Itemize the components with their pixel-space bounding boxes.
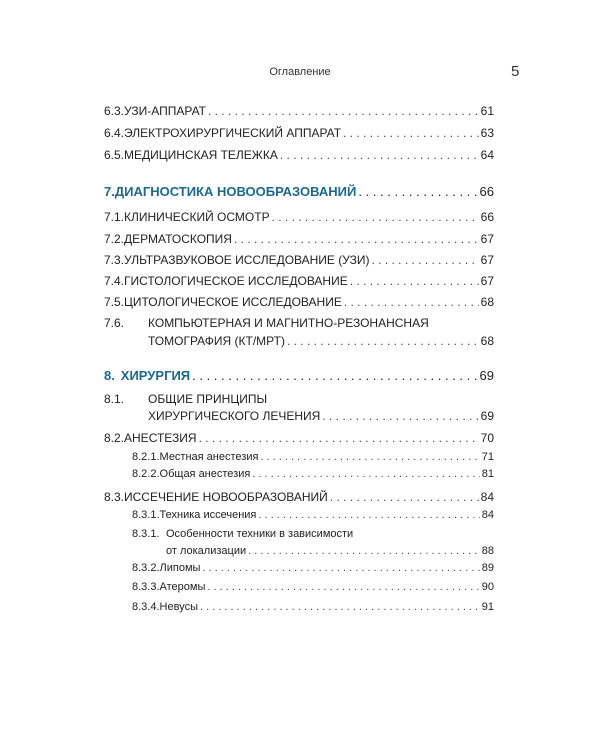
dot-leader	[358, 184, 477, 199]
entry-title: ЦИТОЛОГИЧЕСКОЕ ИССЛЕДОВАНИЕ	[124, 295, 342, 309]
toc-entry-8-2-1[interactable]	[132, 451, 494, 463]
entry-title: Техника иссечения	[159, 509, 257, 521]
entry-number: 6.3.	[104, 104, 125, 118]
entry-number: 7.1.	[104, 210, 125, 224]
chapter-title: ДИАГНОСТИКА НОВООБРАЗОВАНИЙ	[114, 184, 357, 199]
entry-title: АНЕСТЕЗИЯ	[124, 431, 197, 445]
toc-entry-8-3-1[interactable]	[132, 509, 494, 521]
dot-leader	[258, 509, 479, 521]
entry-number: 7.6.	[104, 316, 125, 330]
dot-leader	[207, 581, 479, 593]
toc-entry-7-6-line2[interactable]	[148, 334, 494, 348]
dot-leader	[372, 253, 479, 267]
dot-leader	[200, 601, 480, 613]
toc-entry-7-6-line1[interactable]	[104, 316, 429, 330]
entry-page: 69	[479, 368, 494, 383]
entry-title: ОБЩИЕ ПРИНЦИПЫ	[148, 392, 268, 406]
entry-title-continued: ХИРУРГИЧЕСКОГО ЛЕЧЕНИЯ	[148, 409, 321, 423]
entry-page: 84	[481, 509, 494, 521]
toc-entry-8-3-4[interactable]	[132, 601, 494, 613]
dot-leader	[248, 545, 480, 557]
entry-number: 8.3.	[104, 490, 125, 504]
toc-entry-6-4[interactable]	[104, 126, 494, 140]
toc-entry-8-1-line1[interactable]	[104, 392, 267, 406]
entry-page: 66	[480, 210, 494, 224]
entry-number: 6.5.	[104, 148, 125, 162]
entry-title: Липомы	[159, 562, 201, 574]
dot-leader	[234, 232, 479, 246]
dot-leader	[322, 409, 478, 423]
entry-page: 67	[480, 274, 494, 288]
toc-entry-8-3-3[interactable]	[132, 581, 494, 593]
entry-number: 8.3.4.	[132, 601, 160, 613]
entry-title: УЗИ-АППАРАТ	[124, 104, 206, 118]
entry-title: КЛИНИЧЕСКИЙ ОСМОТР	[124, 210, 270, 224]
dot-leader	[208, 104, 479, 118]
page-number: 5	[511, 63, 520, 80]
entry-number: 8.3.3.	[132, 581, 160, 593]
entry-number: 8.3.1.	[132, 528, 160, 540]
toc-entry-8-1-line2[interactable]	[148, 409, 494, 423]
toc-entry-6-3[interactable]	[104, 104, 494, 118]
toc-entry-7-4[interactable]	[104, 274, 494, 288]
entry-title-continued: ТОМОГРАФИЯ (КТ/МРТ)	[148, 334, 285, 348]
toc-entry-7-2[interactable]	[104, 232, 494, 246]
toc-entry-8-2-2[interactable]	[132, 468, 494, 480]
entry-page: 88	[481, 545, 494, 557]
toc-entry-7-5[interactable]	[104, 295, 494, 309]
entry-page: 61	[480, 104, 494, 118]
entry-title: УЛЬТРАЗВУКОВОЕ ИССЛЕДОВАНИЕ (УЗИ)	[124, 253, 370, 267]
dot-leader	[330, 490, 479, 504]
dot-leader	[192, 368, 477, 383]
entry-page: 84	[480, 490, 494, 504]
entry-page: 69	[480, 409, 494, 423]
toc-chapter-7[interactable]	[104, 184, 494, 199]
toc-chapter-8[interactable]	[104, 368, 494, 383]
toc-entry-8-3[interactable]	[104, 490, 494, 504]
entry-page: 63	[480, 126, 494, 140]
dot-leader	[350, 274, 479, 288]
toc-entry-7-3[interactable]	[104, 253, 494, 267]
entry-number: 8.1.	[104, 392, 125, 406]
dot-leader	[252, 468, 479, 480]
entry-page: 67	[480, 232, 494, 246]
dot-leader	[260, 451, 479, 463]
entry-title: ГИСТОЛОГИЧЕСКОЕ ИССЛЕДОВАНИЕ	[124, 274, 348, 288]
entry-number: 8.3.2.	[132, 562, 160, 574]
entry-number: 8.2.1.	[132, 451, 160, 463]
toc-entry-6-5[interactable]	[104, 148, 494, 162]
entry-title: Общая анестезия	[159, 468, 251, 480]
entry-title: ИССЕЧЕНИЕ НОВООБРАЗОВАНИЙ	[124, 490, 328, 504]
dot-leader	[199, 431, 479, 445]
entry-number: 8.2.2.	[132, 468, 160, 480]
toc-entry-7-1[interactable]	[104, 210, 494, 224]
entry-title: Местная анестезия	[159, 451, 259, 463]
entry-number: 8.3.1.	[132, 509, 160, 521]
entry-number: 6.4.	[104, 126, 125, 140]
dot-leader	[280, 148, 479, 162]
entry-title: ДЕРМАТОСКОПИЯ	[124, 232, 232, 246]
entry-title: МЕДИЦИНСКАЯ ТЕЛЕЖКА	[124, 148, 278, 162]
entry-number: 8.2.	[104, 431, 125, 445]
entry-number: 7.3.	[104, 253, 125, 267]
entry-number: 7.5.	[104, 295, 125, 309]
dot-leader	[344, 295, 479, 309]
entry-page: 71	[481, 451, 494, 463]
entry-number: 7.2.	[104, 232, 125, 246]
dot-leader	[287, 334, 479, 348]
entry-title: КОМПЬЮТЕРНАЯ И МАГНИТНО-РЕЗОНАНСНАЯ	[148, 316, 429, 330]
entry-title-continued: от локализации	[166, 545, 247, 557]
dot-leader	[272, 210, 479, 224]
toc-entry-8-3-1b-line1[interactable]	[132, 528, 353, 540]
entry-title: Особенности техники в зависимости	[166, 528, 354, 540]
entry-page: 66	[479, 184, 494, 199]
chapter-number: 8.	[104, 368, 115, 383]
entry-title: Атеромы	[159, 581, 206, 593]
entry-page: 81	[481, 468, 494, 480]
dot-leader	[343, 126, 479, 140]
toc-entry-8-3-1b-line2[interactable]	[166, 545, 494, 557]
running-header-title: Оглавление	[269, 66, 331, 78]
entry-page: 70	[480, 431, 494, 445]
entry-title: ЭЛЕКТРОХИРУРГИЧЕСКИЙ АППАРАТ	[124, 126, 342, 140]
toc-entry-8-2[interactable]	[104, 431, 494, 445]
dot-leader	[202, 562, 479, 574]
entry-page: 68	[480, 334, 494, 348]
chapter-title: ХИРУРГИЯ	[120, 368, 191, 383]
entry-number: 7.4.	[104, 274, 125, 288]
entry-page: 68	[480, 295, 494, 309]
entry-title: Невусы	[159, 601, 198, 613]
entry-page: 91	[481, 601, 494, 613]
chapter-number: 7.	[104, 184, 115, 199]
toc-entry-8-3-2[interactable]	[132, 562, 494, 574]
entry-page: 90	[481, 581, 494, 593]
entry-page: 89	[481, 562, 494, 574]
entry-page: 67	[480, 253, 494, 267]
entry-page: 64	[480, 148, 494, 162]
